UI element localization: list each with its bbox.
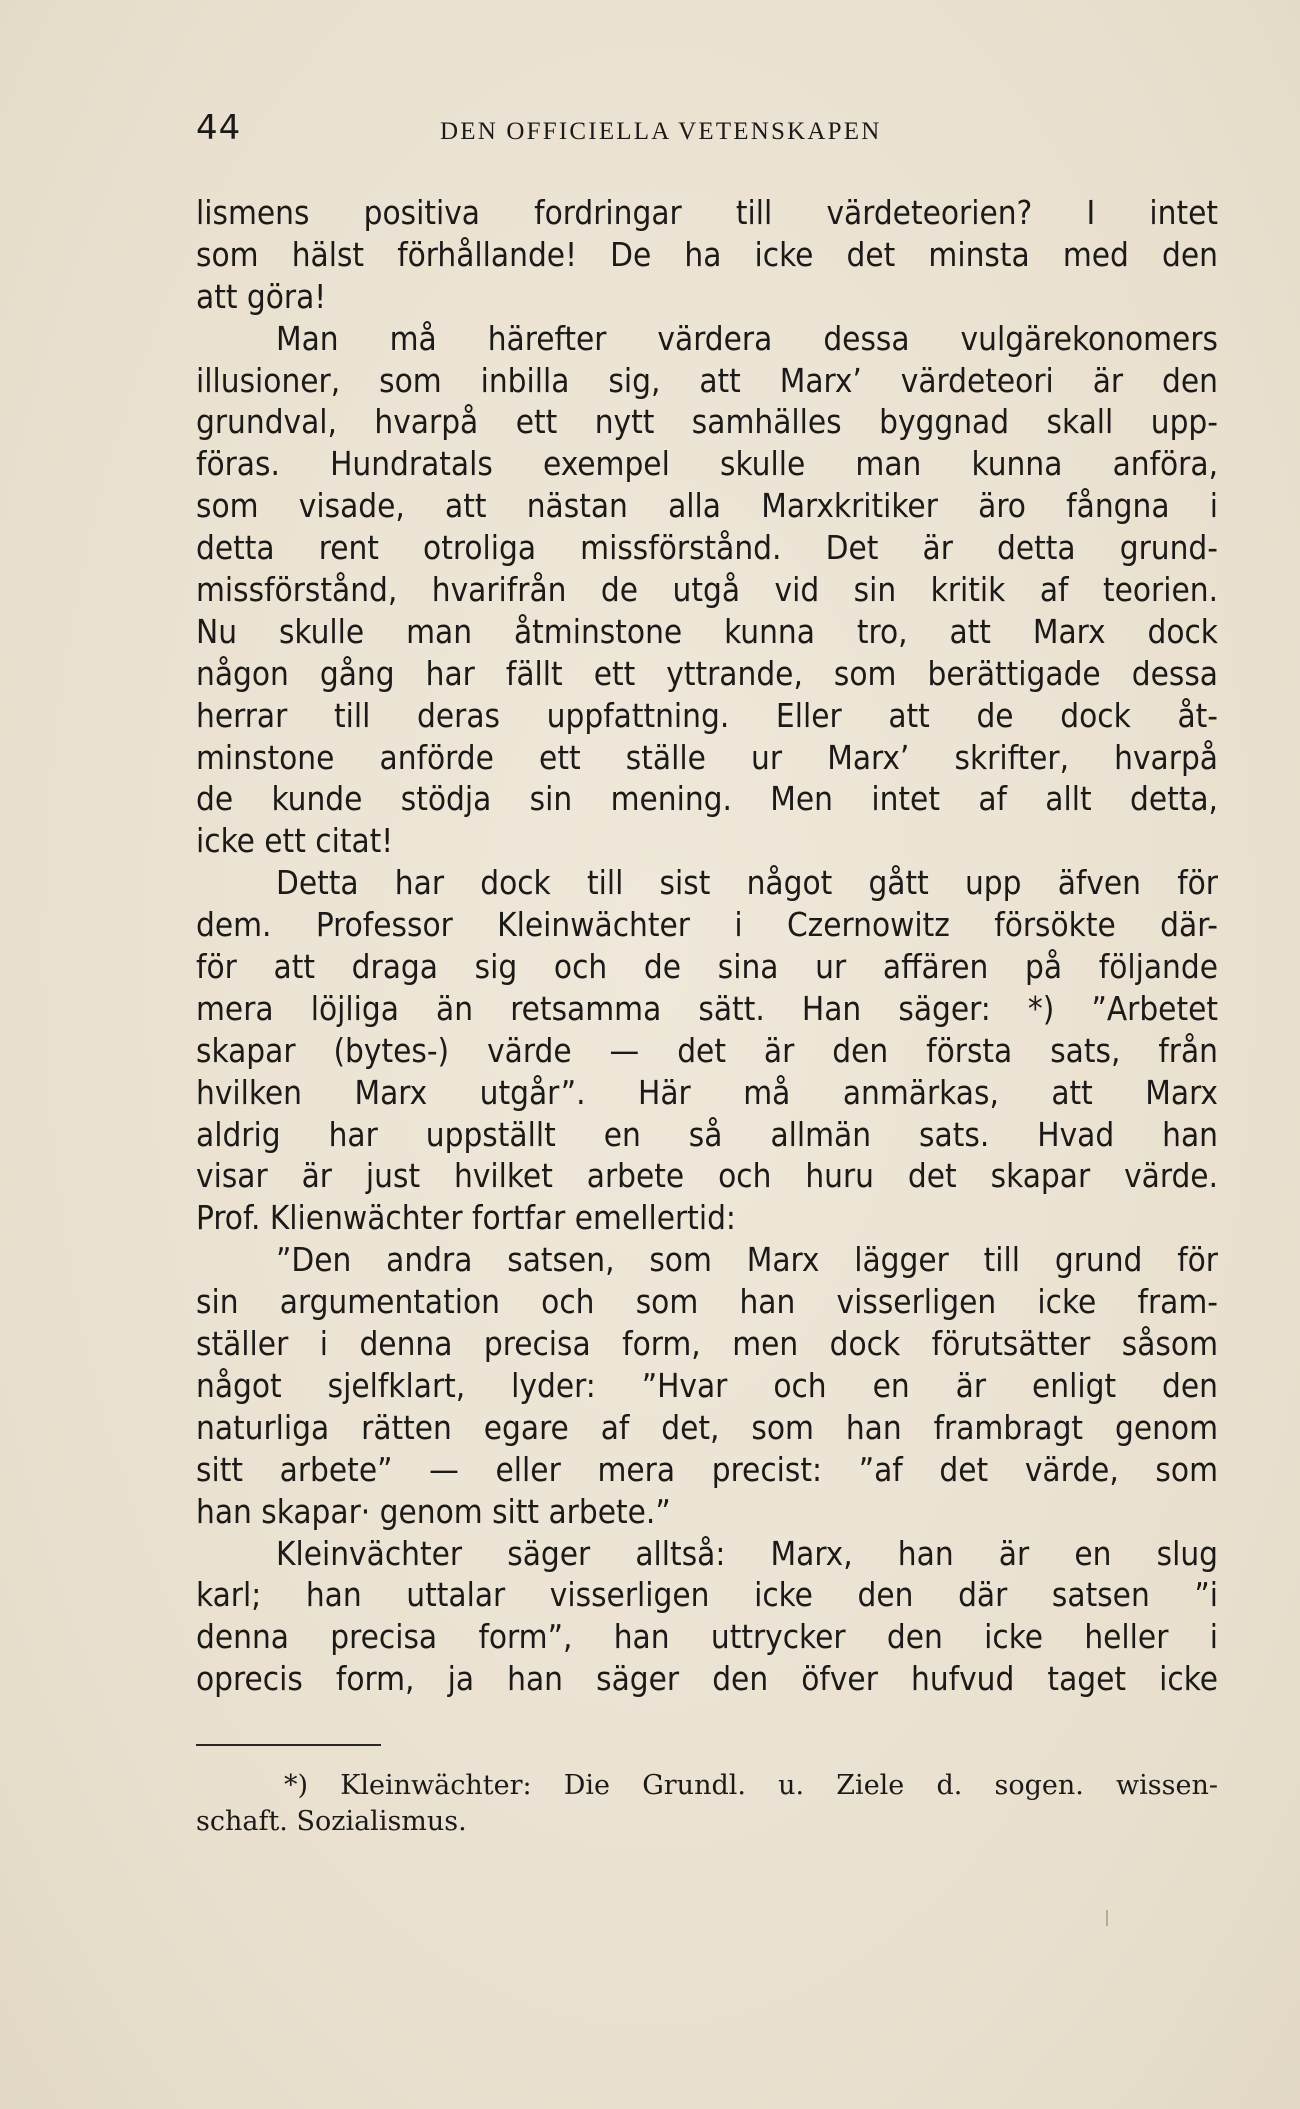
text-line: Prof. Klienwächter fortfar emellertid: bbox=[196, 1198, 736, 1238]
text-line: dem. Professor Kleinwächter i Czernowitz försökte där- bbox=[196, 905, 1218, 945]
text-line: missförstånd, hvarifrån de utgå vid sin kritik af teorien. bbox=[196, 570, 1218, 610]
text-line: han skapar· genom sitt arbete.” bbox=[196, 1491, 671, 1531]
text-line: något sjelfklart, lyder: ”Hvar och en är enligt den bbox=[196, 1365, 1218, 1405]
text-line: aldrig har uppställt en så allmän sats. Hvad han bbox=[196, 1114, 1218, 1154]
text-line: illusioner, som inbilla sig, att Marx’ värdeteori är den bbox=[196, 360, 1218, 400]
text-line: Kleinvächter säger alltså: Marx, han är en slug bbox=[276, 1533, 1218, 1573]
page-header bbox=[196, 108, 1218, 152]
text-line: att göra! bbox=[196, 276, 327, 316]
text-line: Nu skulle man åtminstone kunna tro, att Marx dock bbox=[196, 611, 1218, 651]
text-line: föras. Hundratals exempel skulle man kunna anföra, bbox=[196, 444, 1218, 484]
text-line: herrar till deras uppfattning. Eller att de dock åt- bbox=[196, 695, 1218, 735]
footnote bbox=[196, 1768, 1218, 1840]
text-line: Man må härefter värdera dessa vulgärekonomers bbox=[276, 318, 1218, 358]
text-line: ställer i denna precisa form, men dock förutsätter såsom bbox=[196, 1324, 1218, 1364]
text-line: karl; han uttalar visserligen icke den där satsen ”i bbox=[196, 1575, 1218, 1615]
text-line: som visade, att nästan alla Marxkritiker äro fångna i bbox=[196, 486, 1218, 526]
text-line: skapar (bytes-) värde — det är den första sats, från bbox=[196, 1030, 1218, 1070]
footnote-line: schaft. Sozialismus. bbox=[196, 1806, 467, 1837]
body-text bbox=[196, 192, 1218, 1700]
text-line: naturliga rätten egare af det, som han frambragt genom bbox=[196, 1407, 1218, 1447]
text-line: mera löjliga än retsamma sätt. Han säger: *) ”Arbetet bbox=[196, 988, 1218, 1028]
text-line: lismens positiva fordringar till värdeteorien? I intet bbox=[196, 193, 1218, 232]
page-number: 44 bbox=[196, 108, 242, 148]
text-line: icke ett citat! bbox=[196, 821, 394, 861]
text-line: Detta har dock till sist något gått upp äfven för bbox=[276, 863, 1218, 903]
text-line: ”Den andra satsen, som Marx lägger till grund för bbox=[276, 1240, 1218, 1280]
text-line: någon gång har fällt ett yttrande, som berättigade dessa bbox=[196, 653, 1218, 693]
text-line: sin argumentation och som han visserligen icke fram- bbox=[196, 1282, 1218, 1322]
paper-speck bbox=[1106, 1910, 1108, 1926]
text-line: detta rent otroliga missförstånd. Det är detta grund- bbox=[196, 528, 1218, 568]
text-line: visar är just hvilket arbete och huru det skapar värde. bbox=[196, 1156, 1218, 1196]
text-line: sitt arbete” — eller mera precist: ”af det värde, som bbox=[196, 1449, 1218, 1489]
text-line: minstone anförde ett ställe ur Marx’ skrifter, hvarpå bbox=[196, 737, 1218, 777]
text-line: grundval, hvarpå ett nytt samhälles byggnad skall upp- bbox=[196, 402, 1218, 442]
text-line: för att draga sig och de sina ur affären på följande bbox=[196, 947, 1218, 987]
running-title: DEN OFFICIELLA VETENSKAPEN bbox=[440, 118, 882, 145]
text-line: som hälst förhållande! De ha icke det minsta med den bbox=[196, 234, 1218, 274]
footnote-line: *) Kleinwächter: Die Grundl. u. Ziele d. sogen. wissen- bbox=[284, 1770, 1218, 1801]
text-line: oprecis form, ja han säger den öfver hufvud taget icke bbox=[196, 1659, 1218, 1699]
text-line: de kunde stödja sin mening. Men intet af allt detta, bbox=[196, 779, 1218, 819]
text-line: denna precisa form”, han uttrycker den icke heller i bbox=[196, 1617, 1218, 1657]
text-line: hvilken Marx utgår”. Här må anmärkas, att Marx bbox=[196, 1072, 1218, 1112]
footnote-rule bbox=[196, 1744, 381, 1746]
